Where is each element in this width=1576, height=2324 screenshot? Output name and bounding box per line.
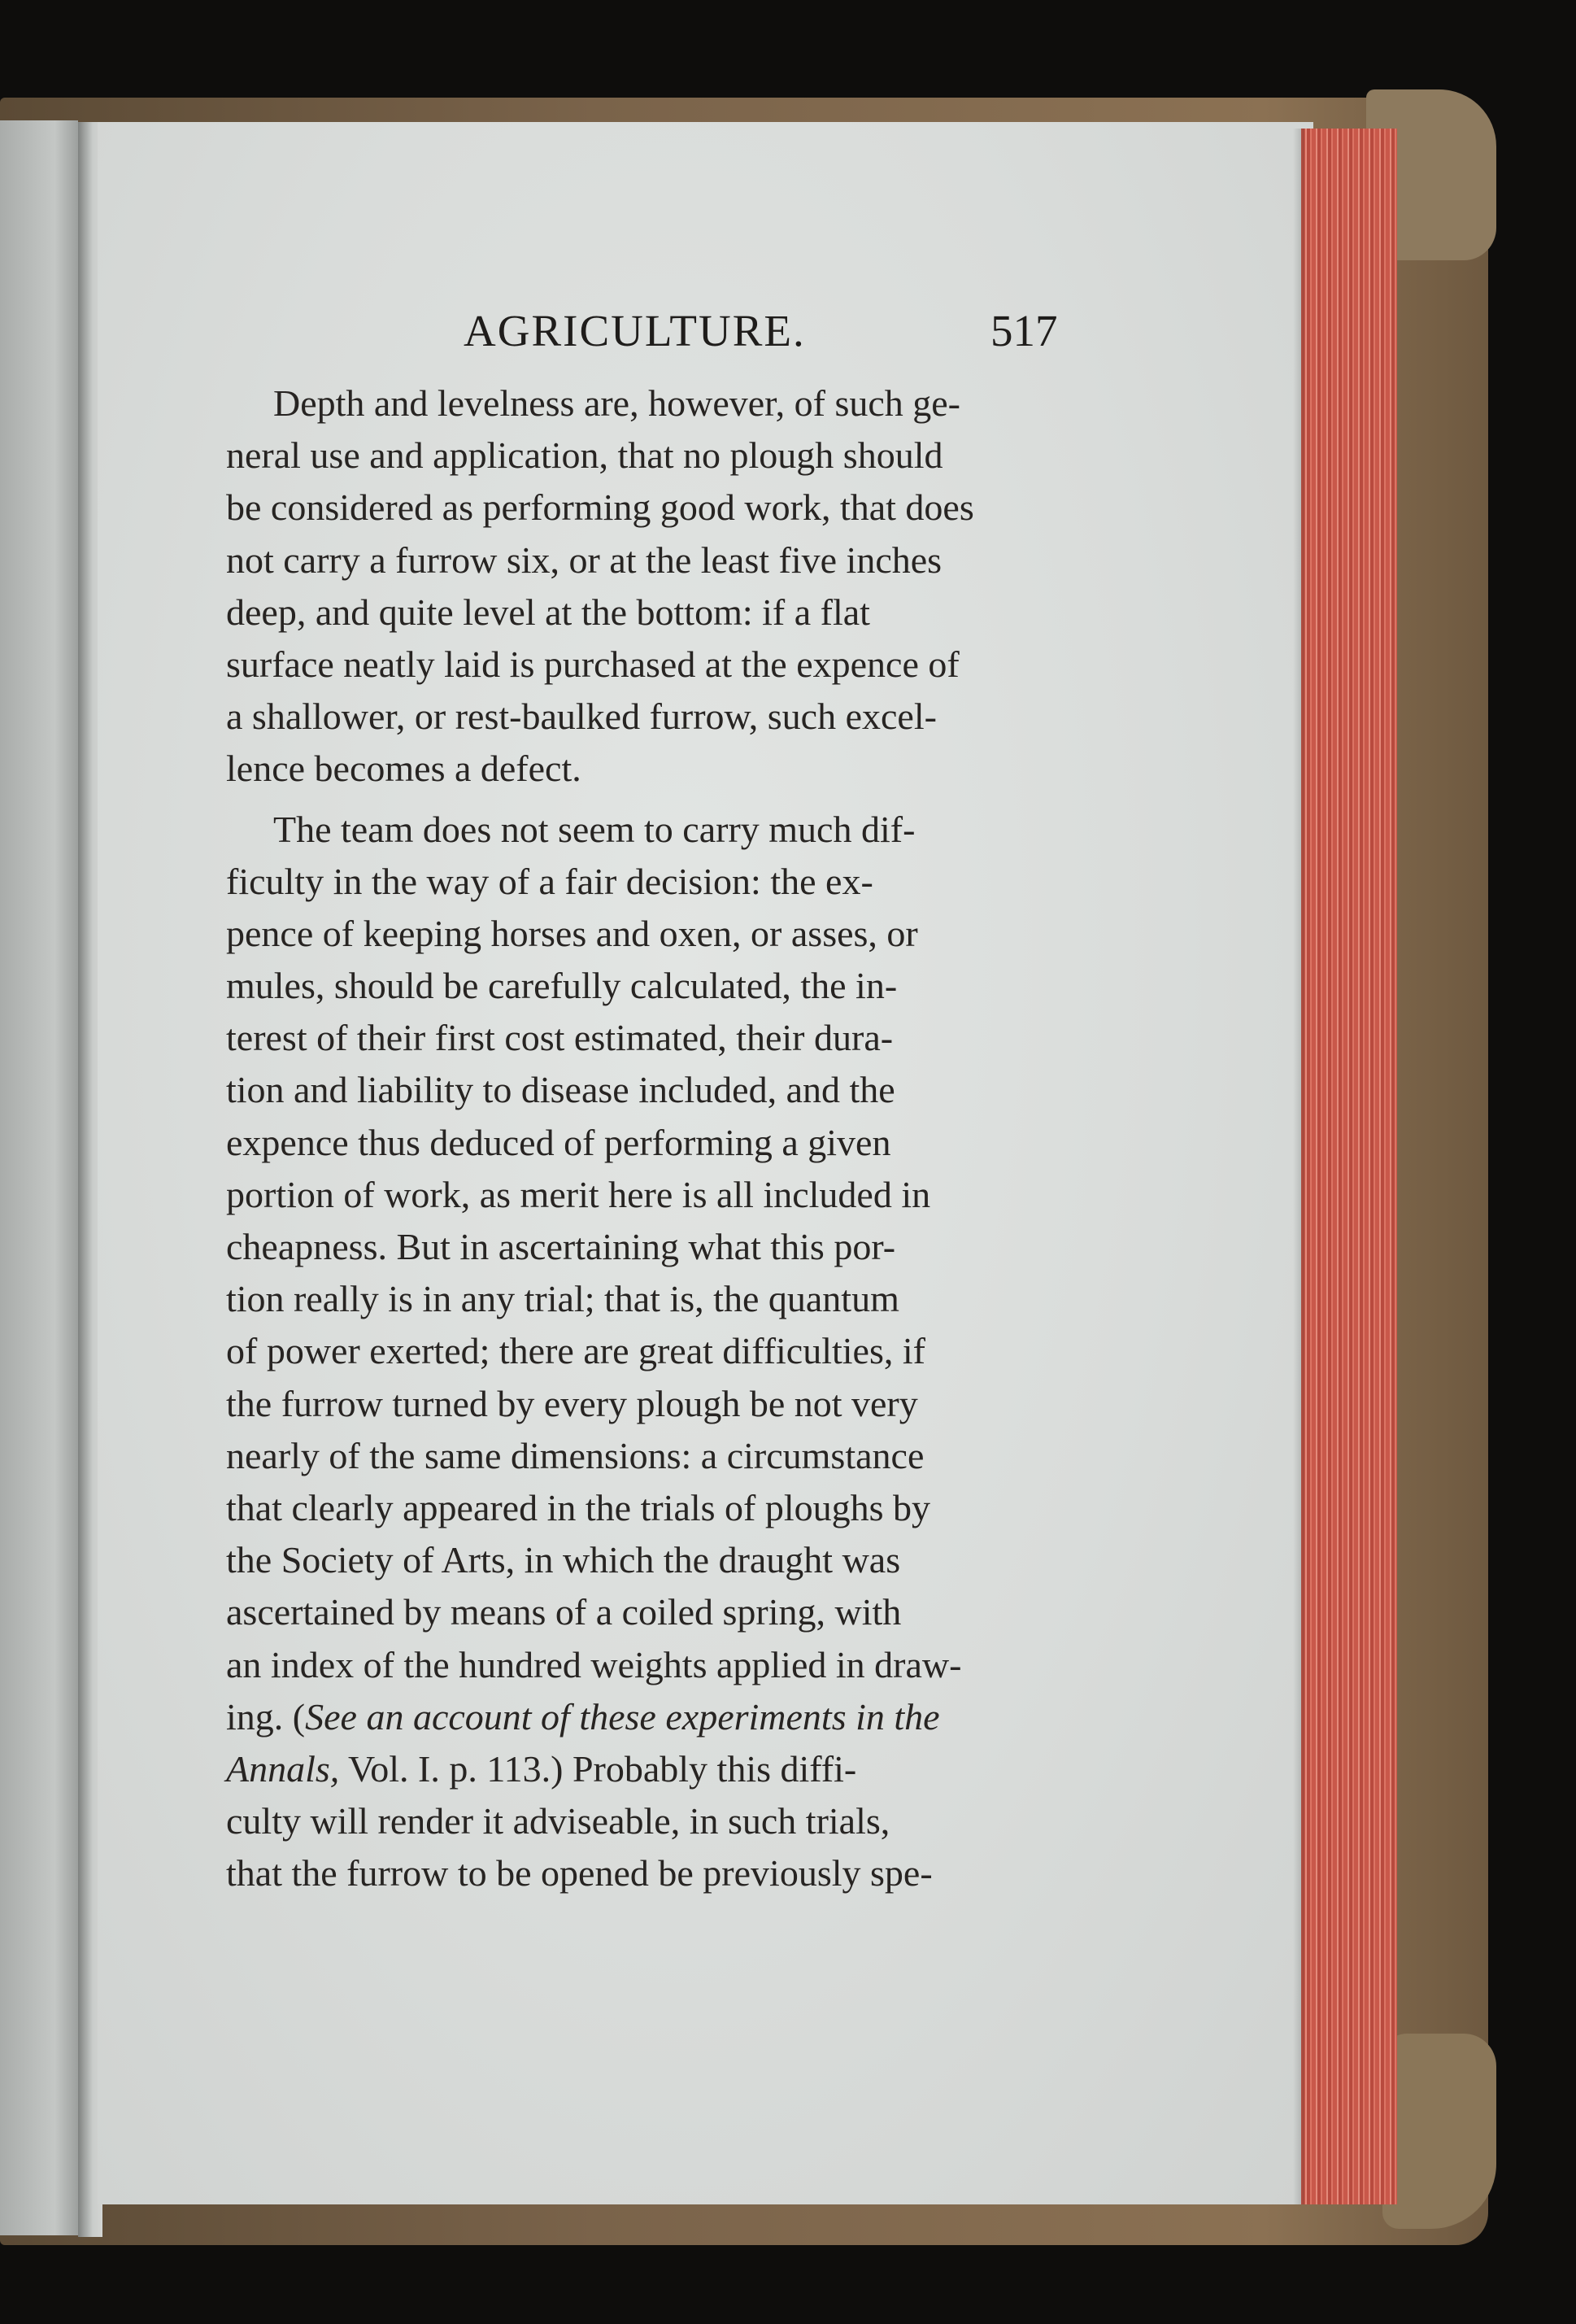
text-line: tion really is in any trial; that is, the quantum (226, 1278, 899, 1320)
text-line: cheapness. But in ascertaining what this por- (226, 1226, 896, 1267)
text-line: The team does not seem to carry much dif- (273, 808, 916, 850)
text-line: expence thus deduced of performing a given (226, 1121, 891, 1163)
text-line (226, 1743, 1104, 1795)
running-head (464, 305, 1065, 362)
text-line: mules, should be carefully calculated, the in- (226, 965, 898, 1007)
text-line: portion of work, as merit here is all included in (226, 1173, 931, 1215)
text-line: the Society of Arts, in which the draught was (226, 1539, 901, 1581)
italic-citation: Annals, (226, 1747, 340, 1790)
text-line: tion and liability to disease included, and the (226, 1069, 895, 1111)
text-line: nearly of the same dimensions: a circumstance (226, 1434, 925, 1476)
text-line: terest of their first cost estimated, their dura- (226, 1017, 894, 1059)
page-edge-shadow (1293, 129, 1304, 2204)
text-line: neral use and application, that no plough should (226, 434, 943, 477)
page-number: 517 (990, 306, 1058, 355)
text-line: culty will render it adviseable, in such trials, (226, 1800, 890, 1842)
facing-page-edge (0, 120, 78, 2235)
running-head-title: AGRICULTURE. (464, 306, 806, 355)
text-line: of power exerted; there are great difficulties, if (226, 1330, 925, 1372)
red-page-edges (1301, 129, 1397, 2204)
text-line: pence of keeping horses and oxen, or asses, or (226, 912, 918, 954)
text-line: Depth and levelness are, however, of such ge- (273, 382, 961, 424)
text-line: the furrow turned by every plough be not very (226, 1382, 918, 1424)
text-fragment: Vol. I. p. 113.) Probably this diffi- (339, 1747, 857, 1790)
text-line: a shallower, or rest-baulked furrow, such excel- (226, 695, 937, 738)
text-line: be considered as performing good work, that does (226, 486, 974, 529)
italic-citation: See an account of these experiments in the (305, 1695, 940, 1738)
paragraph-1 (226, 377, 1104, 796)
paragraph-2 (226, 804, 1104, 1900)
text-line: lence becomes a defect. (226, 748, 581, 790)
text-line: an index of the hundred weights applied in draw- (226, 1643, 962, 1685)
text-line: that clearly appeared in the trials of ploughs by (226, 1486, 931, 1528)
text-line: surface neatly laid is purchased at the expence of (226, 643, 960, 685)
cover-corner-worn-bottom (1382, 2034, 1496, 2229)
text-line (226, 1691, 1104, 1743)
text-line: ficulty in the way of a fair decision: the ex- (226, 860, 873, 902)
body-text (226, 377, 1104, 1899)
text-fragment: ing. ( (226, 1695, 306, 1738)
text-line: ascertained by means of a coiled spring, with (226, 1591, 902, 1633)
text-line: that the furrow to be opened be previously spe- (226, 1852, 933, 1895)
text-line: not carry a furrow six, or at the least five inches (226, 538, 943, 581)
text-line: deep, and quite level at the bottom: if a flat (226, 591, 870, 633)
